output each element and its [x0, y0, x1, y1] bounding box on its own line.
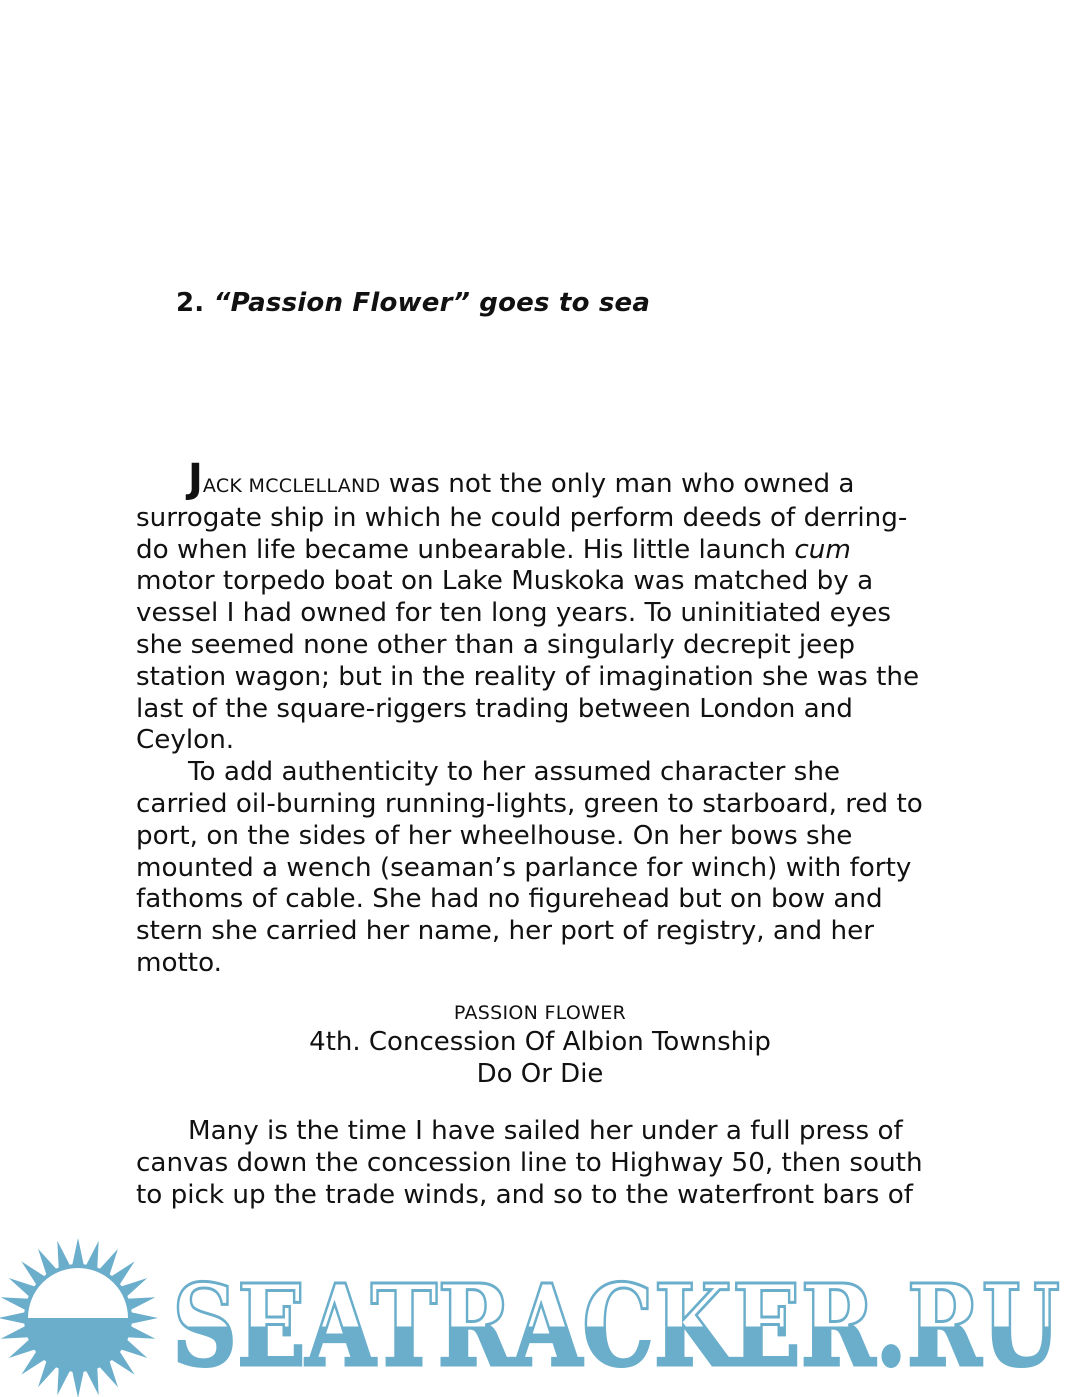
ship-name: PASSION FLOWER — [453, 1002, 627, 1024]
body-text-lower — [136, 1116, 936, 1211]
paragraph-1-text-b: motor torpedo boat on Lake Muskoka was matched by a vessel I had owned for ten long years. To uninitiated eyes she seemed none other than a singularly decrepit jeep station wagon; but in the reality of imagination she was the last of the square-riggers trading between London and Ceylon. — [136, 566, 920, 756]
paragraph-1 — [136, 456, 936, 757]
watermark-logo — [0, 1232, 1080, 1397]
sun-icon — [0, 1238, 158, 1397]
chapter-number: 2. — [176, 288, 205, 318]
body-text-upper — [136, 456, 936, 980]
port-of-registry: 4th. Concession Of Albion Township — [309, 1027, 771, 1057]
lead-in-name: ACK MCCLELLAND — [202, 475, 381, 497]
paragraph-3: Many is the time I have sailed her under a full press of canvas down the concession line to Highway 50, then south to pick up the trade winds, and so to the waterfront bars of — [136, 1116, 923, 1210]
paragraph-2: To add authenticity to her assumed character she carried oil-burning running-lights, green to starboard, red to port, on the sides of her wheelhouse. On her bows she mounted a wench (seaman’s parlance for winch) with forty fathoms of cable. She had no figurehead but on bow and stern she carried her name, her port of registry, and her motto. — [136, 757, 923, 978]
paragraph-1-text-a: was not the only man who owned a surrogate ship in which he could perform deeds of derring-do when life became unbearable. His little launch — [136, 469, 908, 565]
paragraph-1-italic: cum — [794, 534, 851, 565]
ship-motto: Do Or Die — [476, 1059, 604, 1089]
chapter-title-text: “Passion Flower” goes to sea — [213, 288, 651, 318]
ship-inscription — [0, 1000, 1080, 1090]
drop-cap: J — [188, 456, 203, 502]
chapter-title — [176, 288, 650, 318]
watermark-text: SEATRACKER.RU — [172, 1261, 1060, 1392]
